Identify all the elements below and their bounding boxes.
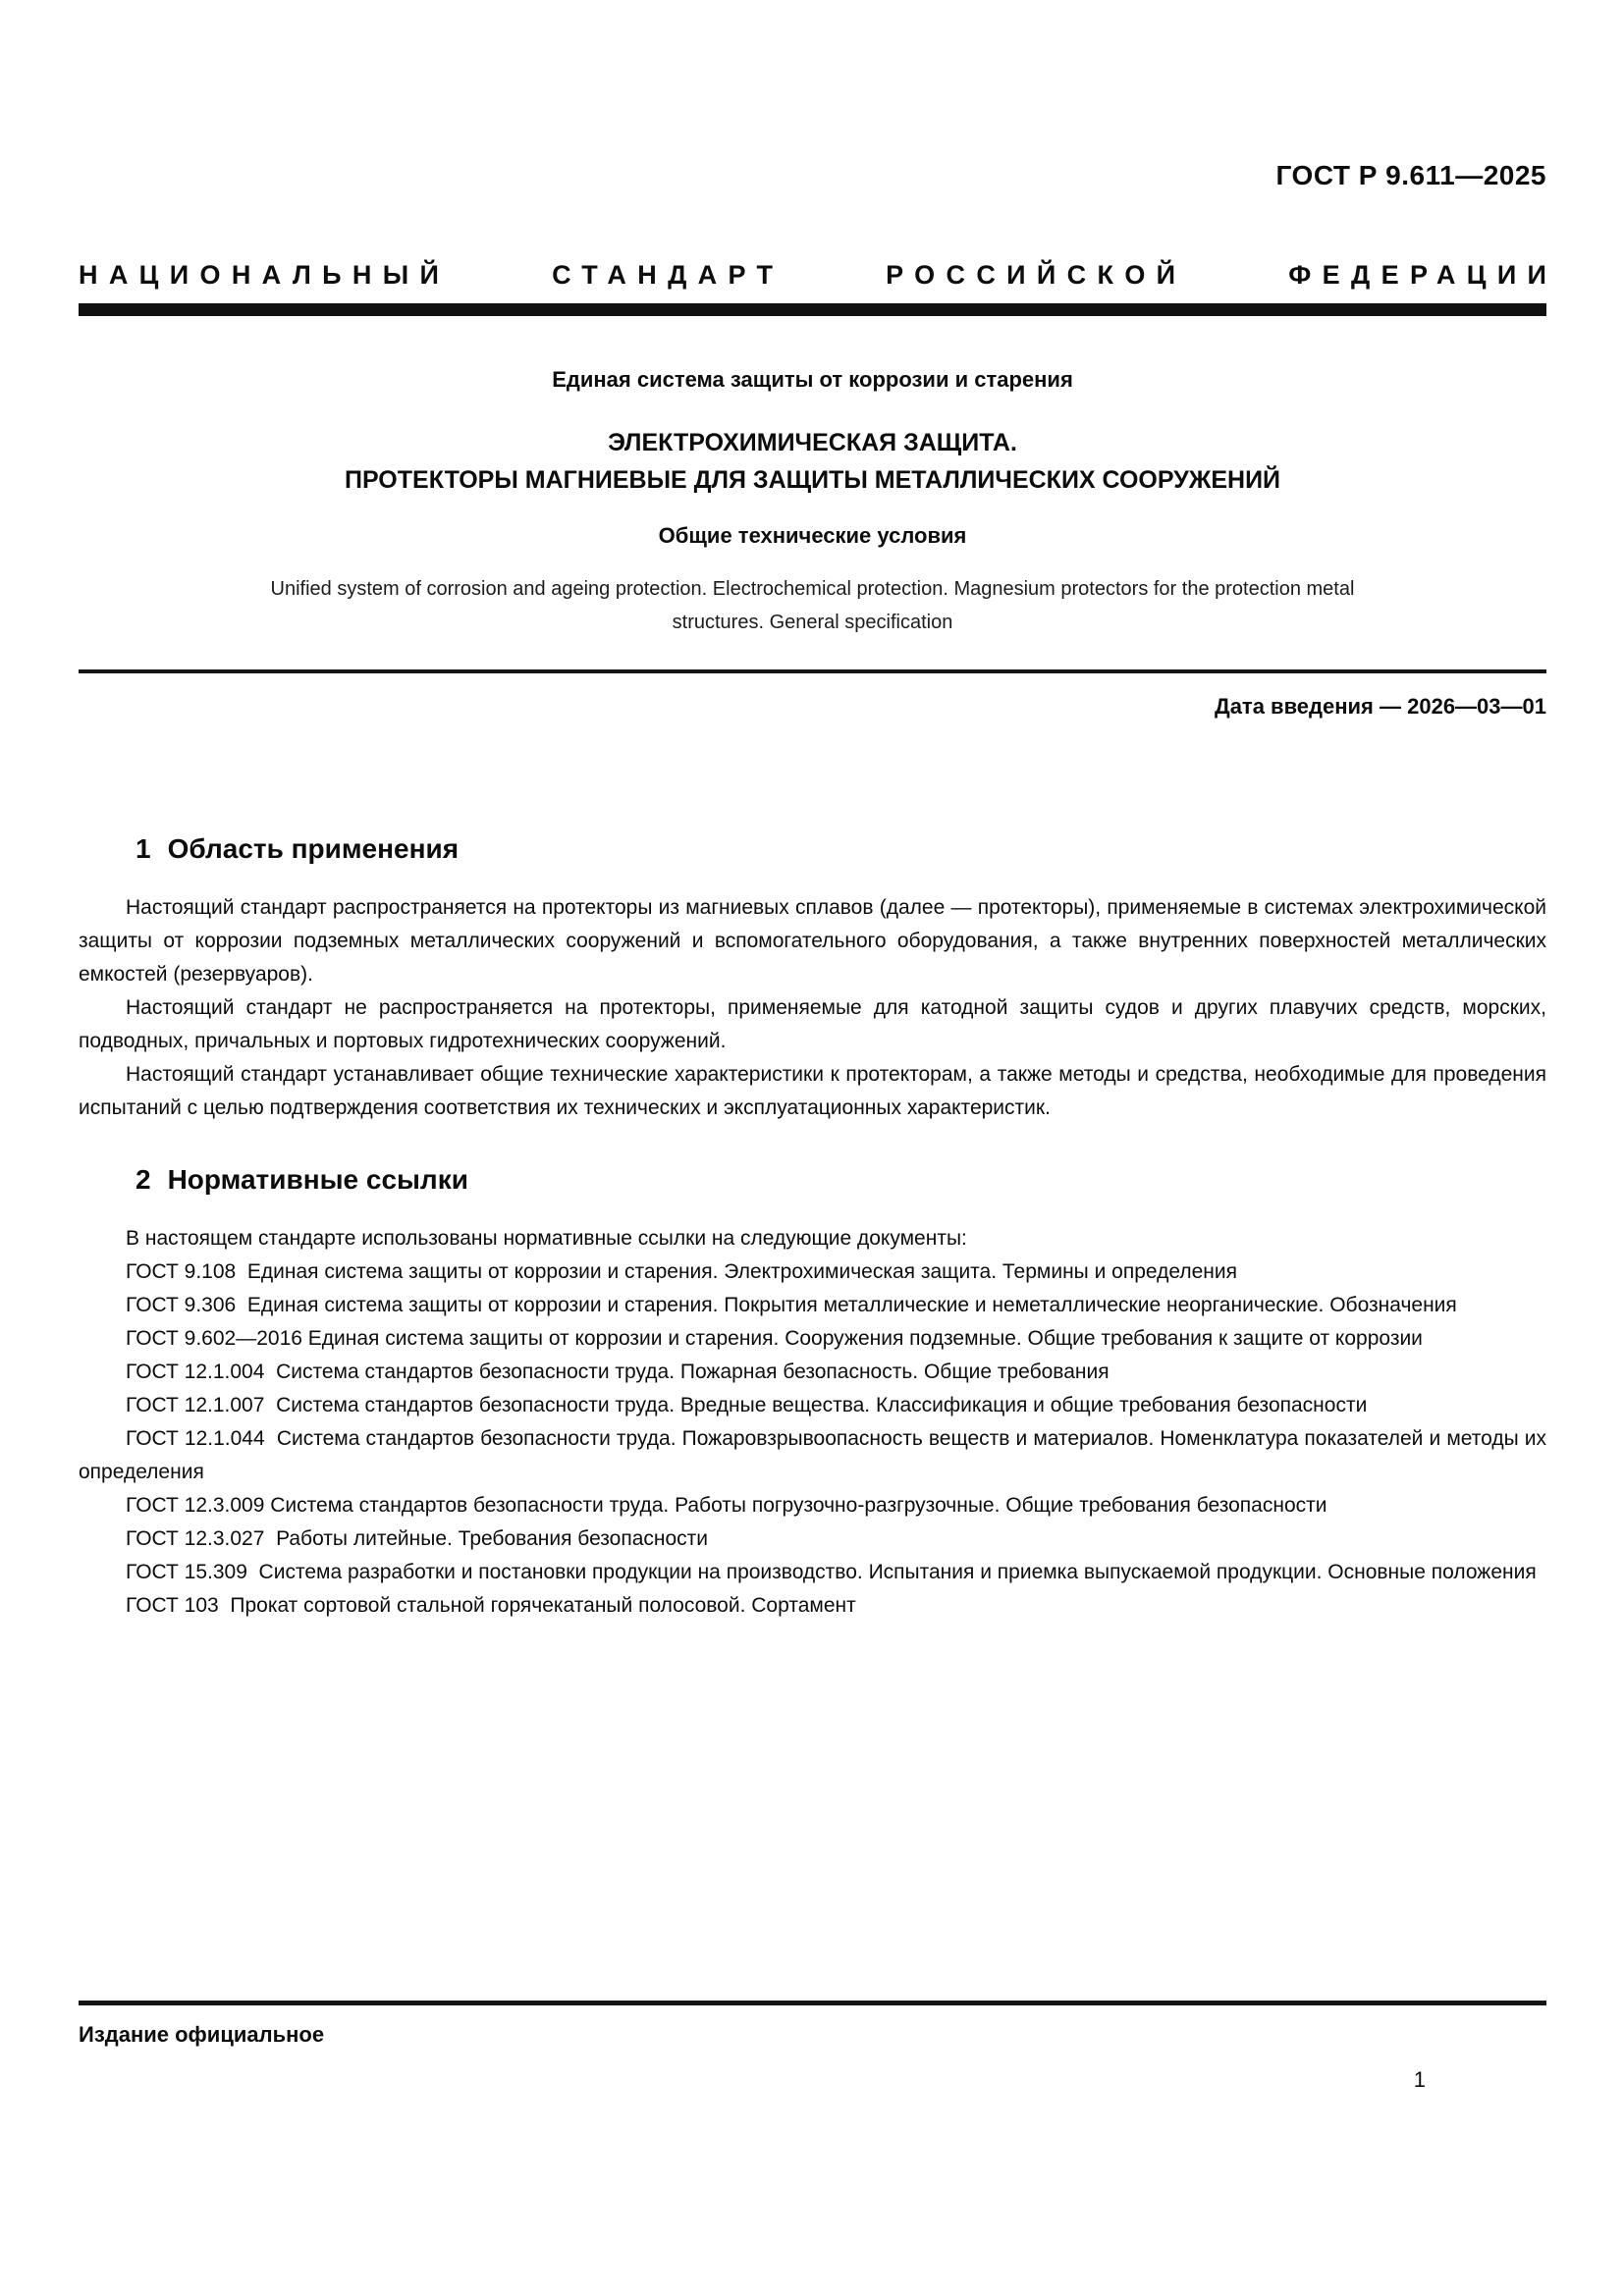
section-heading-title: Нормативные ссылки [167,1164,468,1195]
section-scope [79,833,1546,1125]
paragraph: ГОСТ 12.1.004 Система стандартов безопасности труда. Пожарная безопасность. Общие требования [126,1361,1110,1383]
main-title-line-1: ЭЛЕКТРОХИМИЧЕСКАЯ ЗАЩИТА. [608,429,1017,456]
banner-word: СТАНДАРТ [552,260,785,290]
paragraph: ГОСТ 12.1.007 Система стандартов безопасности труда. Вредные вещества. Классификация и общие требования безопасности [126,1394,1368,1416]
banner-word: ФЕДЕРАЦИИ [1288,260,1558,290]
paragraph: ГОСТ 9.306 Единая система защиты от коррозии и старения. Покрытия металлические и неметаллические неорганические. Обозначения [126,1294,1457,1316]
standard-designation: ГОСТ Р 9.611—2025 [1275,160,1546,190]
section-normative-references [79,1164,1546,1623]
english-title: Unified system of corrosion and ageing protection. Electrochemical protection. Magnesium protectors for the protection metal structures. General specification [270,578,1355,633]
paragraph: Настоящий стандарт не распространяется на протекторы, применяемые для катодной защиты судов и других плавучих средств, морских, подводных, причальных и портовых гидротехнических сооружений. [79,996,1546,1052]
page-number: 1 [1413,2067,1426,2092]
section-1-paragraphs [79,891,1546,1125]
banner-word: НАЦИОНАЛЬНЫЙ [79,260,451,290]
section-2-heading [79,1164,1546,1196]
paragraph: Настоящий стандарт устанавливает общие технические характеристики к протекторам, а также методы и средства, необходимые для проведения испытаний с целью подтверждения соответствия их технических и эксплуатационных характеристик. [79,1063,1546,1119]
main-title [79,424,1546,499]
paragraph: ГОСТ 12.3.027 Работы литейные. Требования безопасности [126,1527,709,1550]
section-2-paragraphs [79,1222,1546,1623]
paragraph: В настоящем стандарте использованы нормативные ссылки на следующие документы: [126,1227,967,1250]
paragraph: ГОСТ 9.602—2016 Единая система защиты от коррозии и старения. Сооружения подземные. Общие требования к защите от коррозии [126,1327,1423,1350]
unified-system-line: Единая система защиты от коррозии и старения [552,367,1073,392]
paragraph: ГОСТ 12.1.044 Система стандартов безопасности труда. Пожаровзрывоопасность веществ и материалов. Номенклатура показателей и методы их определения [79,1427,1546,1483]
paragraph: ГОСТ 103 Прокат сортовой стальной горячекатаный полосовой. Сортамент [126,1594,856,1617]
title-block [79,367,1546,639]
national-standard-banner [79,260,1558,291]
section-heading-number: 1 [135,833,151,864]
separator-rule [79,669,1546,673]
paragraph: ГОСТ 12.3.009 Система стандартов безопасности труда. Работы погрузочно-разгрузочные. Общие требования безопасности [126,1494,1327,1517]
subtitle: Общие технические условия [658,523,967,548]
banner-word: РОССИЙСКОЙ [886,260,1187,290]
banner-rule [79,303,1546,316]
edition-note: Издание официальное [79,2022,325,2047]
footer-rule [79,2001,1546,2005]
section-heading-title: Область применения [167,833,460,864]
section-1-heading [79,833,1546,865]
paragraph: ГОСТ 15.309 Система разработки и постановки продукции на производство. Испытания и приемка выпускаемой продукции. Основные положения [126,1561,1537,1583]
effective-date: Дата введения — 2026—03—01 [1215,694,1546,719]
main-title-line-2: ПРОТЕКТОРЫ МАГНИЕВЫЕ ДЛЯ ЗАЩИТЫ МЕТАЛЛИЧЕСКИХ СООРУЖЕНИЙ [344,466,1281,494]
section-heading-number: 2 [135,1164,151,1195]
paragraph: Настоящий стандарт распространяется на протекторы из магниевых сплавов (далее — протекторы), применяемые в системах электрохимической защиты от коррозии подземных металлических сооружений и вспомогательного оборудования, а также внутренних поверхностей металлических емкостей (резервуаров). [79,896,1546,986]
paragraph: ГОСТ 9.108 Единая система защиты от коррозии и старения. Электрохимическая защита. Термины и определения [126,1260,1237,1283]
